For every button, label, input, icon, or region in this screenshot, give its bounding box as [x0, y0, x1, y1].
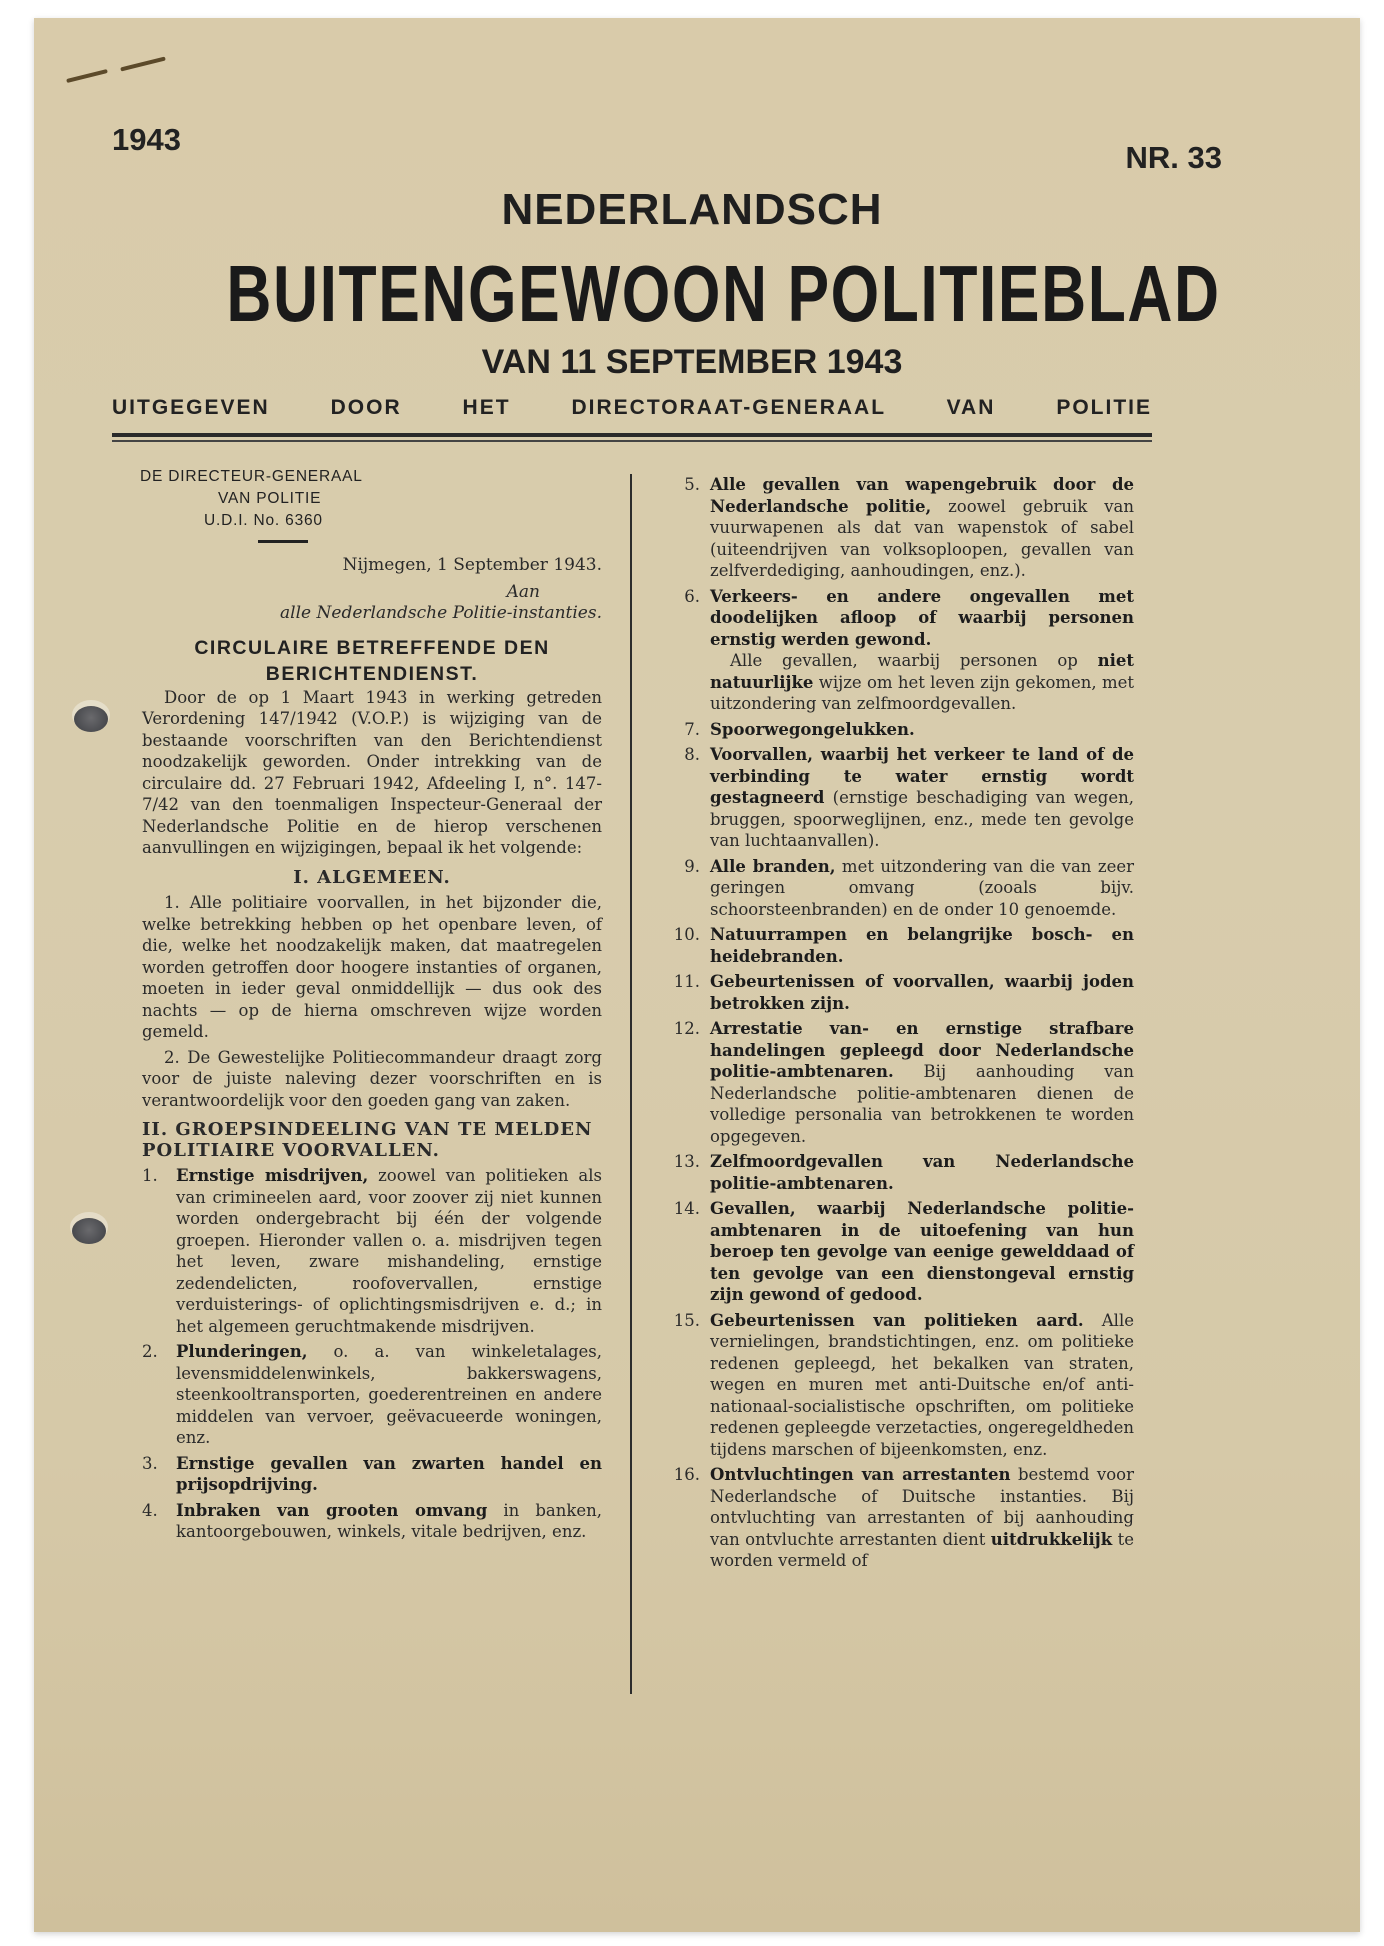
list-item [142, 1453, 602, 1496]
paragraph: 2. De Gewestelijke Politiecommandeur draagt zorg voor de juiste naleving dezer voorschriften en is verantwoordelijk voor den goeden gang van zaken. [142, 1047, 602, 1110]
recipient-line: Aan [506, 581, 540, 602]
item-number: 13. [673, 1152, 700, 1171]
publisher-line: UITGEGEVEN DOOR HET DIRECTORAAT-GENERAAL VAN POLITIE [112, 396, 1152, 419]
item-number: 10. [673, 925, 700, 944]
item-heading: Arrestatie van- en ernstige strafbare handelingen gepleegd door Nederlandsche politie-ambtenaren. [710, 1019, 1134, 1081]
item-body [176, 1165, 602, 1337]
item-heading: Alle gevallen van wapengebruik door de Nederlandsche politie, [710, 475, 1134, 516]
list-item [664, 924, 1134, 967]
item-number: 5. [684, 475, 700, 494]
item-number: 15. [673, 1310, 700, 1330]
list-item [664, 474, 1134, 582]
item-text: in banken, kantoorgebouwen, winkels, vitale bedrijven, enz. [176, 1500, 602, 1541]
list-item [664, 744, 1134, 852]
item-heading: Plunderingen, [176, 1342, 308, 1361]
item-text: met uitzondering van die van zeer geringen omvang (zooals bijv. schoorsteenbranden) en de onder 10 genoemde. [710, 856, 1134, 919]
item-text: Alle vernielingen, brandstichtingen, enz. om politieke redenen gepleegd, het bekalken van straten, wegen en muren met anti-Duitsche en/of anti-nationaal-socialistische opschriften, om politieke redenen gepleegde verzetacties, ongeregeldheden tijdens marschen of bijeenkomsten, enz. [710, 1310, 1134, 1459]
item-number: 8. [684, 745, 700, 764]
list-item [664, 971, 1134, 1014]
item-heading: Alle branden, [710, 856, 836, 876]
issuer-rule [258, 540, 308, 543]
list-item [664, 1310, 1134, 1461]
item-number: 9. [684, 856, 700, 876]
item-number: 16. [673, 1465, 700, 1484]
item-body [710, 474, 1134, 582]
item-body [176, 1453, 602, 1496]
issuer-reference: U.D.I. No. 6360 [204, 512, 323, 529]
item-number: 3. [142, 1453, 158, 1473]
item-body [710, 1018, 1134, 1147]
item-heading: Zelfmoordgevallen van Nederlandsche politie-ambtenaren. [710, 1152, 1134, 1193]
item-text: o. a. van winkeletalages, levensmiddelenwinkels, bakkerswagens, steenkooltransporten, goederentreinen en andere middelen van vervoer, geëvacueerde woningen, enz. [176, 1342, 602, 1447]
circular-title: CIRCULAIRE BETREFFENDE DEN BERICHTENDIENST. [194, 636, 550, 685]
item-number: 12. [673, 1019, 700, 1038]
item-body [710, 924, 1134, 967]
issuer-block [142, 466, 602, 532]
issue-number: NR. 33 [1125, 140, 1222, 175]
item-number: 7. [684, 719, 700, 739]
masthead-title: BUITENGEWOON POLITIEBLAD [226, 249, 1221, 338]
item-body [710, 971, 1134, 1014]
issuer-line: VAN POLITIE [218, 490, 322, 507]
item-sub-paragraph [710, 650, 1134, 715]
item-heading: Ernstige gevallen van zwarten handel en prijsopdrijving. [176, 1453, 602, 1494]
list-item [664, 856, 1134, 921]
item-body [176, 1500, 602, 1543]
list-item [142, 1165, 602, 1337]
item-heading: Gevallen, waarbij Nederlandsche politie-ambtenaren in de uitoefening van hun beroep ten gevolge van eenige gewelddaad of ten gevolge van een dienstongeval ernstig zijn gewond of gedood. [710, 1199, 1134, 1304]
item-text: zoowel gebruik van vuurwapenen als dat van wapenstok of sabel (uiteendrijven van volksoploopen, gevallen van zelfverdediging, aanhoudingen, enz.). [710, 496, 1134, 580]
paragraph: 1. Alle politiaire voorvallen, in het bijzonder die, welke betrekking hebben op het openbare leven, of die, welke het noodzakelijk maken, dat maatregelen worden getroffen door hoogere instanties of organen, moeten in ieder geval onmiddellijk — dus ook des nachts — op de hierna omschreven wijze worden gemeld. [142, 893, 602, 1041]
list-item [142, 1500, 602, 1543]
item-heading: Verkeers- en andere ongevallen met doodelijken afloop of waarbij personen ernstig werden gewond. [710, 586, 1134, 649]
item-heading: Spoorwegongelukken. [710, 719, 915, 739]
item-emphasis: uitdrukkelijk [990, 1529, 1113, 1549]
list-item [664, 586, 1134, 715]
item-number: 4. [142, 1500, 158, 1520]
item-body [710, 744, 1134, 852]
item-text: (ernstige beschadiging van wegen, bruggen, spoorweglijnen, enz., mede ten gevolge van luchtaanvallen). [710, 788, 1134, 850]
left-column [142, 466, 602, 1543]
item-number: 11. [673, 972, 700, 991]
item-heading: Voorvallen, waarbij het verkeer te land of de verbinding te water ernstig wordt gestagneerd [710, 745, 1134, 807]
list-item [142, 1341, 602, 1449]
masthead-top: NEDERLANDSCH [501, 185, 883, 234]
issue-date: VAN 11 SEPTEMBER 1943 [481, 343, 903, 381]
item-text: Alle gevallen, waarbij personen op [730, 651, 1098, 670]
list-item [664, 1151, 1134, 1194]
item-heading: Gebeurtenissen of voorvallen, waarbij joden betrokken zijn. [710, 972, 1134, 1013]
item-number: 6. [684, 586, 700, 606]
item-heading: Gebeurtenissen van politieken aard. [710, 1310, 1084, 1330]
list-item [664, 1464, 1134, 1572]
item-text: te worden vermeld of [710, 1529, 1134, 1570]
issuer-line: DE DIRECTEUR-GENERAAL [140, 468, 363, 485]
item-body [710, 1310, 1134, 1461]
item-body [710, 1198, 1134, 1306]
item-text: zoowel van politieken als van crimineelen aard, voor zoover zij niet kunnen worden ondergebracht bij één der volgende groepen. Hieronder vallen o. a. misdrijven tegen het leven, zware mishandeling, ernstige zedendelicten, roofovervallen, ernstige verduisterings- of oplichtingsmisdrijven e. d.; in het algemeen geruchtmakende misdrijven. [176, 1166, 603, 1336]
item-body [710, 719, 1134, 741]
section-heading: I. ALGEMEEN. [293, 866, 451, 888]
list-item [664, 1018, 1134, 1147]
item-heading: Inbraken van grooten omvang [176, 1500, 488, 1520]
item-body [710, 586, 1134, 715]
item-number: 2. [142, 1342, 158, 1361]
right-column [664, 470, 1134, 1572]
header-rule-thick [112, 433, 1152, 437]
list-item [664, 1198, 1134, 1306]
item-text: bestemd voor Nederlandsche of Duitsche instanties. Bij ontvluchting van arrestanten of bij aanhouding van ontvluchte arrestanten dient [710, 1465, 1135, 1549]
pen-mark [120, 56, 166, 71]
place-date: Nijmegen, 1 September 1943. [342, 555, 602, 575]
list-item [664, 719, 1134, 741]
item-text: Bij aanhouding van Nederlandsche politie-ambtenaren dienen de volledige personalia van betrokkenen te worden opgegeven. [710, 1062, 1134, 1146]
item-number: 14. [673, 1199, 700, 1218]
item-body [710, 1151, 1134, 1194]
item-body [710, 1464, 1134, 1572]
item-heading: Natuurrampen en belangrijke bosch- en heidebranden. [710, 925, 1134, 966]
item-text: wijze om het leven zijn gekomen, met uitzondering van zelfmoordgevallen. [710, 672, 1134, 713]
item-number: 1. [142, 1166, 158, 1185]
item-heading: Ernstige misdrijven, [176, 1166, 369, 1185]
header-rule-thin [112, 440, 1152, 442]
publication-year: 1943 [112, 122, 181, 157]
item-body [710, 856, 1134, 921]
punch-hole [74, 706, 108, 732]
item-heading: Ontvluchtingen van arrestanten [710, 1465, 1011, 1484]
section-heading: II. GROEPSINDEELING VAN TE MELDEN POLITIAIRE VOORVALLEN. [142, 1119, 593, 1161]
punch-hole [72, 1218, 106, 1244]
item-emphasis: niet natuurlijke [710, 651, 1134, 692]
item-body [176, 1341, 602, 1449]
pen-mark [66, 69, 108, 83]
intro-paragraph: Door de op 1 Maart 1943 in werking getreden Verordening 147/1942 (V.O.P.) is wijziging van de bestaande voorschriften van den Berichtendienst noodzakelijk geworden. Onder intrekking van de circulaire dd. 27 Februari 1942, Afdeeling I, n°. 147-7/42 van den toenmaligen Inspecteur-Generaal der Nederlandsche Politie en de hierop verschenen aanvullingen en wijzigingen, bepaal ik het volgende: [142, 687, 602, 857]
recipient-line: alle Nederlandsche Politie-instanties. [280, 603, 602, 623]
column-divider [630, 474, 632, 1694]
